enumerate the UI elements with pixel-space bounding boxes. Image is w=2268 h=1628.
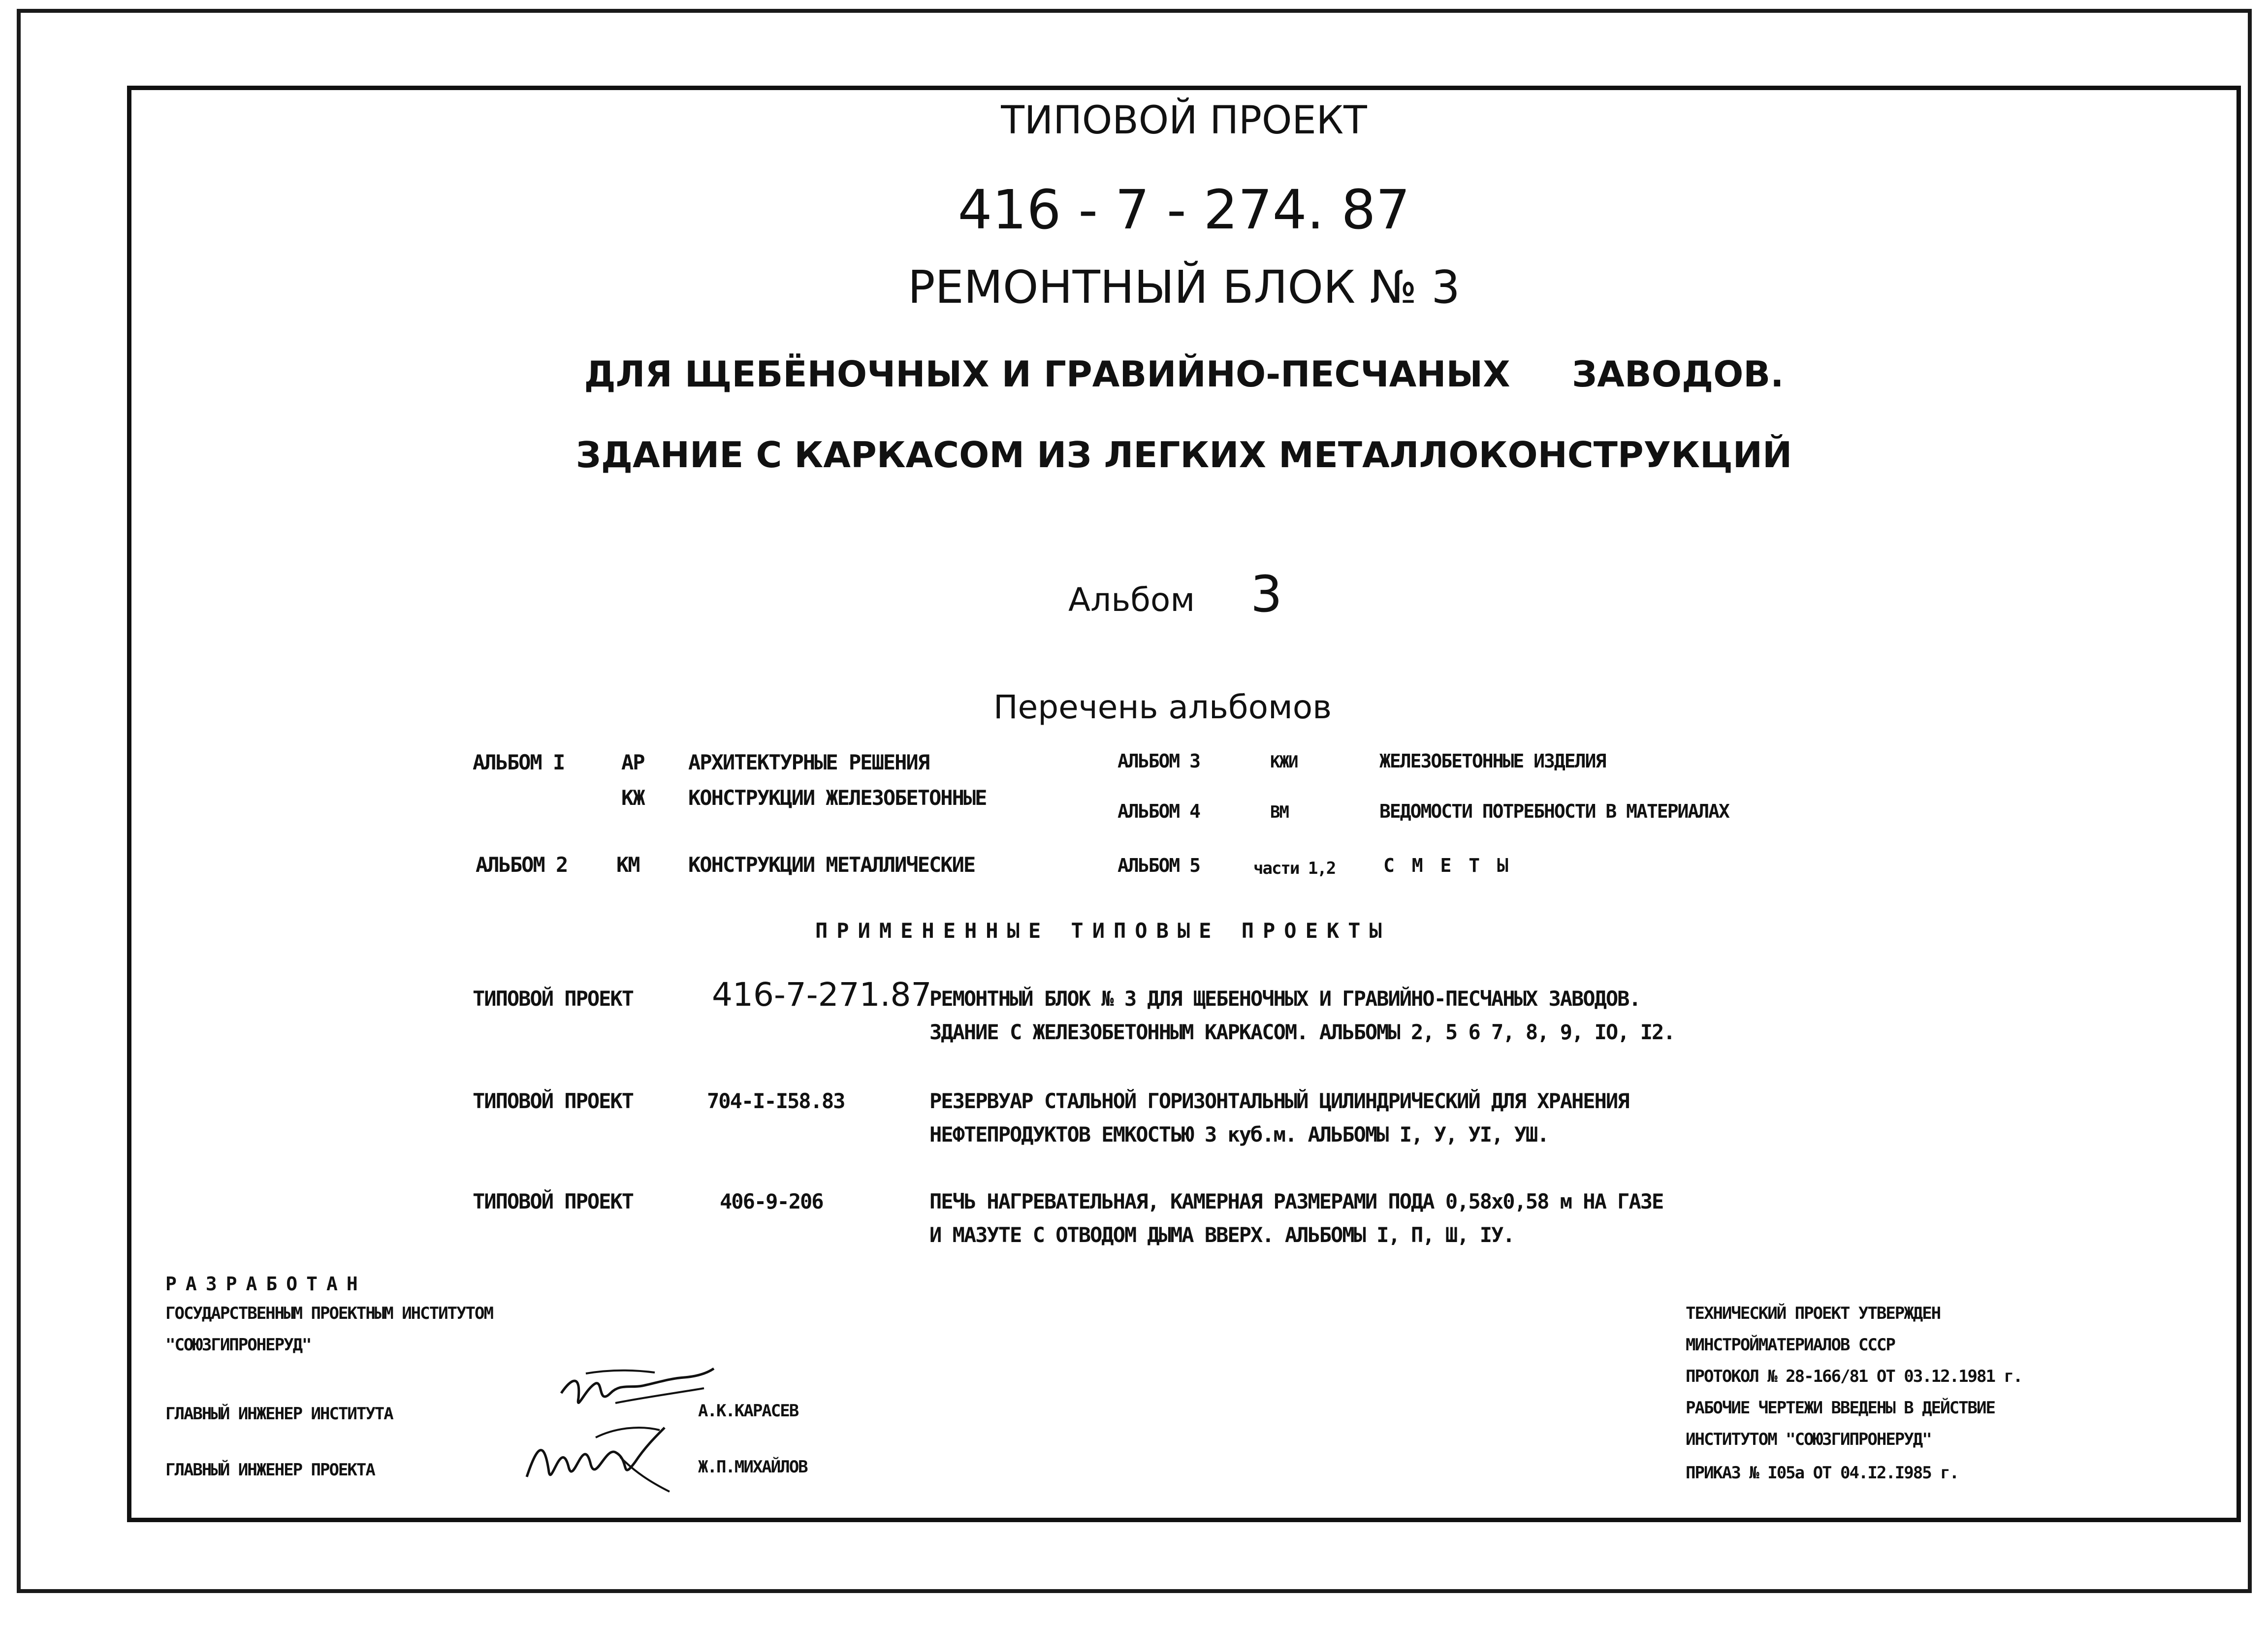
album-1-code-ar: АР [621,750,644,774]
album-2-text: КОНСТРУКЦИИ МЕТАЛЛИЧЕСКИЕ [688,853,975,877]
album-5-label: АЛЬБОМ 5 [1118,855,1200,876]
album-2-label: АЛЬБОМ 2 [476,853,568,877]
project-subtitle: ДЛЯ ЩЕБЁНОЧНЫХ И ГРАВИЙНО-ПЕСЧАНЫХ ЗАВОДОВ. [584,353,1784,395]
album-4-text: ВЕДОМОСТИ ПОТРЕБНОСТИ В МАТЕРИАЛАХ [1379,800,1729,822]
album-5-parts: части 1,2 [1253,859,1336,878]
album-1-label: АЛЬБОМ I [473,750,565,774]
applied-3-prefix: ТИПОВОЙ ПРОЕКТ [473,1189,634,1213]
signature-mikhailov [522,1418,679,1497]
doc-type-heading: ТИПОВОЙ ПРОЕКТ [1001,98,1367,143]
chief-engineer-institute-role: ГЛАВНЫЙ ИНЖЕНЕР ИНСТИТУТА [165,1404,393,1424]
album-2-code: КМ [616,853,639,877]
approval-protocol: ПРОТОКОЛ № 28-166/81 ОТ 03.12.1981 г. [1686,1367,2022,1386]
album-1-text-kzh: КОНСТРУКЦИИ ЖЕЛЕЗОБЕТОННЫЕ [688,786,987,810]
approval-order: ПРИКАЗ № I05а ОТ 04.I2.I985 г. [1686,1463,1959,1483]
album-5-text: С М Е Т Ы [1383,855,1511,876]
applied-1-prefix: ТИПОВОЙ ПРОЕКТ [473,987,634,1011]
album-3-label: АЛЬБОМ 3 [1118,750,1200,772]
approval-line-4: РАБОЧИЕ ЧЕРТЕЖИ ВВЕДЕНЫ В ДЕЙСТВИЕ [1686,1398,1995,1418]
applied-2-line1: РЕЗЕРВУАР СТАЛЬНОЙ ГОРИЗОНТАЛЬНЫЙ ЦИЛИНДРИЧЕСКИЙ ДЛЯ ХРАНЕНИЯ [929,1089,1629,1113]
signature-karasev [556,1359,719,1428]
album-4-code: ВМ [1270,802,1288,822]
building-description: ЗДАНИЕ С КАРКАСОМ ИЗ ЛЕГКИХ МЕТАЛЛОКОНСТРУКЦИЙ [575,434,1792,476]
chief-engineer-project-name: Ж.П.МИХАЙЛОВ [698,1457,807,1477]
applied-1-line1: РЕМОНТНЫЙ БЛОК № 3 ДЛЯ ЩЕБЕНОЧНЫХ И ГРАВИЙНО-ПЕСЧАНЫХ ЗАВОДОВ. [929,987,1640,1011]
chief-engineer-institute-name: А.К.КАРАСЕВ [698,1401,799,1421]
developed-title: РАЗРАБОТАН [165,1273,367,1295]
applied-1-number: 416-7-271.87 [712,976,932,1014]
approval-line-2: МИНСТРОЙМАТЕРИАЛОВ СССР [1686,1335,1895,1355]
developed-org: ГОСУДАРСТВЕННЫМ ПРОЕКТНЫМ ИНСТИТУТОМ [165,1304,493,1323]
chief-engineer-project-role: ГЛАВНЫЙ ИНЖЕНЕР ПРОЕКТА [165,1460,375,1480]
album-3-text: ЖЕЛЕЗОБЕТОННЫЕ ИЗДЕЛИЯ [1379,750,1606,772]
album-3-code: КЖИ [1270,752,1298,772]
album-1-code-kzh: КЖ [621,786,644,810]
album-number: 3 [1250,565,1282,624]
albums-list-title: Перечень альбомов [993,688,1332,726]
album-1-text-ar: АРХИТЕКТУРНЫЕ РЕШЕНИЯ [688,750,929,774]
applied-2-number: 704-I-I58.83 [707,1089,845,1113]
applied-1-line2: ЗДАНИЕ С ЖЕЛЕЗОБЕТОННЫМ КАРКАСОМ. АЛЬБОМЫ 2, 5 6 7, 8, 9, IO, I2. [929,1020,1675,1044]
developed-org-name: "СОЮЗГИПРОНЕРУД" [165,1335,311,1355]
album-4-label: АЛЬБОМ 4 [1118,800,1200,822]
approval-line-5: ИНСТИТУТОМ "СОЮЗГИПРОНЕРУД" [1686,1430,1931,1449]
project-title: РЕМОНТНЫЙ БЛОК № 3 [908,261,1460,314]
applied-projects-title: ПРИМЕНЕННЫЕ ТИПОВЫЕ ПРОЕКТЫ [815,919,1391,943]
applied-3-number: 406-9-206 [720,1189,823,1213]
applied-3-line2: И МАЗУТЕ С ОТВОДОМ ДЫМА ВВЕРХ. АЛЬБОМЫ I, П, Ш, IУ. [929,1223,1514,1247]
applied-2-prefix: ТИПОВОЙ ПРОЕКТ [473,1089,634,1113]
approval-line-1: ТЕХНИЧЕСКИЙ ПРОЕКТ УТВЕРЖДЕН [1686,1304,1941,1323]
album-label: Альбом [1068,581,1195,619]
applied-2-line2: НЕФТЕПРОДУКТОВ ЕМКОСТЬЮ 3 куб.м. АЛЬБОМЫ I, У, УI, УШ. [929,1122,1549,1147]
applied-3-line1: ПЕЧЬ НАГРЕВАТЕЛЬНАЯ, КАМЕРНАЯ РАЗМЕРАМИ ПОДА 0,58х0,58 м НА ГАЗЕ [929,1189,1663,1213]
project-number: 416 - 7 - 274. 87 [958,178,1410,241]
